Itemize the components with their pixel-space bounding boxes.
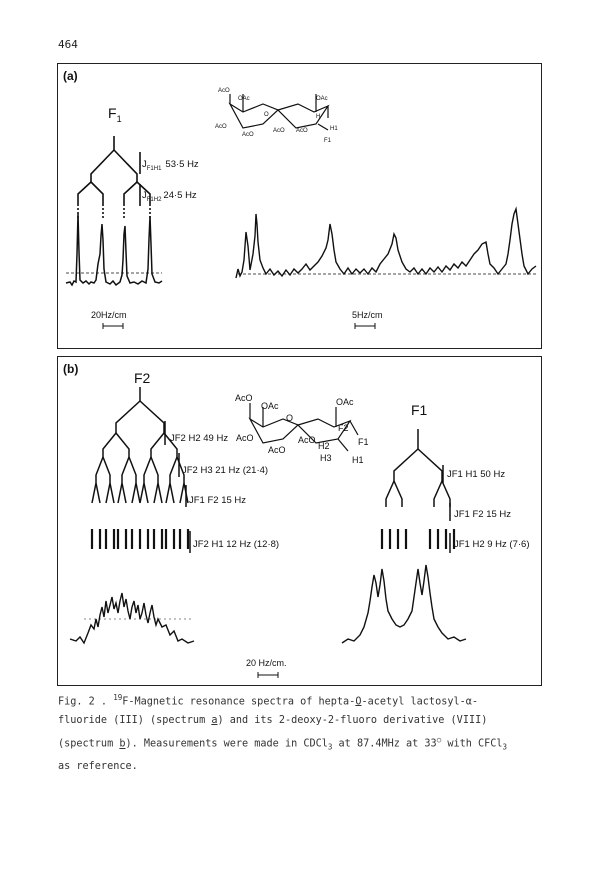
svg-text:H1: H1 [352,455,364,465]
a-scale-right: 5Hz/cm [352,310,383,320]
svg-text:AcO: AcO [268,445,286,455]
b-nucleus-right: F1 [411,402,428,418]
caption-line-3: (spectrum b). Measurements were made in CDCl$_3$ at 87.4MHz at 33○ with CFCl$_3$ [58,735,508,752]
figure-caption [58,688,558,776]
a-nucleus: $F_1$ [108,105,122,124]
svg-text:F2: F2 [338,423,349,433]
a-right-spectrum [236,209,536,278]
panel-a-label: (a) [63,69,78,83]
svg-text:O: O [264,112,269,118]
svg-text:AcO: AcO [218,88,230,94]
svg-text:H2: H2 [318,441,330,451]
a-left-spectrum [66,214,162,285]
svg-text:H1: H1 [330,126,338,132]
svg-text:AcO: AcO [273,128,285,134]
panel-a-figure [58,64,543,350]
svg-text:AcO: AcO [298,435,316,445]
b-right-j3: JF1 H2 9 Hz (7·6) [454,539,530,550]
caption-line-1: Fig. 2 . $^{19}$F-Magnetic resonance spectra of hepta-O-acetyl lactosyl-α- [58,693,479,708]
svg-text:F1: F1 [358,437,369,447]
page-number: 464 [58,38,78,51]
svg-text:OAc: OAc [336,397,354,407]
svg-text:H3: H3 [320,453,332,463]
caption-line-2: fluoride (III) (spectrum a) and its 2-deoxy-2-fluoro derivative (VIII) [58,715,488,727]
svg-text:AcO: AcO [296,128,308,134]
svg-text:OAc: OAc [261,401,279,411]
panel-a [57,63,542,349]
svg-text:OAc: OAc [238,96,250,102]
a-j2: $J_{F1H2}$ 24·5 Hz [142,190,197,203]
b-left-j3: JF1 F2 15 Hz [189,495,247,506]
a-scale-left: 20Hz/cm [91,310,127,320]
panel-b-figure [58,357,543,687]
b-left-j1: JF2 H2 49 Hz [170,433,229,444]
b-left-j4: JF2 H1 12 Hz (12·8) [193,539,280,550]
b-left-j2: JF2 H3 21 Hz (21·4) [182,465,269,476]
svg-text:AcO: AcO [215,124,227,130]
panel-b [57,356,542,686]
svg-text:AcO: AcO [235,393,253,403]
b-right-j2: JF1 F2 15 Hz [454,509,512,520]
svg-text:OAc: OAc [316,96,328,102]
b-left-spectrum [70,593,194,643]
a-j1: $J_{F1H1}$ 53·5 Hz [142,159,199,172]
svg-text:AcO: AcO [236,433,254,443]
svg-text:O: O [286,413,294,423]
caption-line-4: as reference. [58,760,138,772]
b-nucleus-left: F2 [134,370,151,386]
panel-b-label: (b) [63,362,79,376]
b-right-spectrum [342,565,466,643]
b-right-j1: JF1 H1 50 Hz [447,469,506,480]
svg-text:AcO: AcO [242,132,254,138]
svg-text:H: H [316,114,321,120]
b-scale: 20 Hz/cm. [246,658,287,668]
svg-text:F1: F1 [324,138,332,144]
